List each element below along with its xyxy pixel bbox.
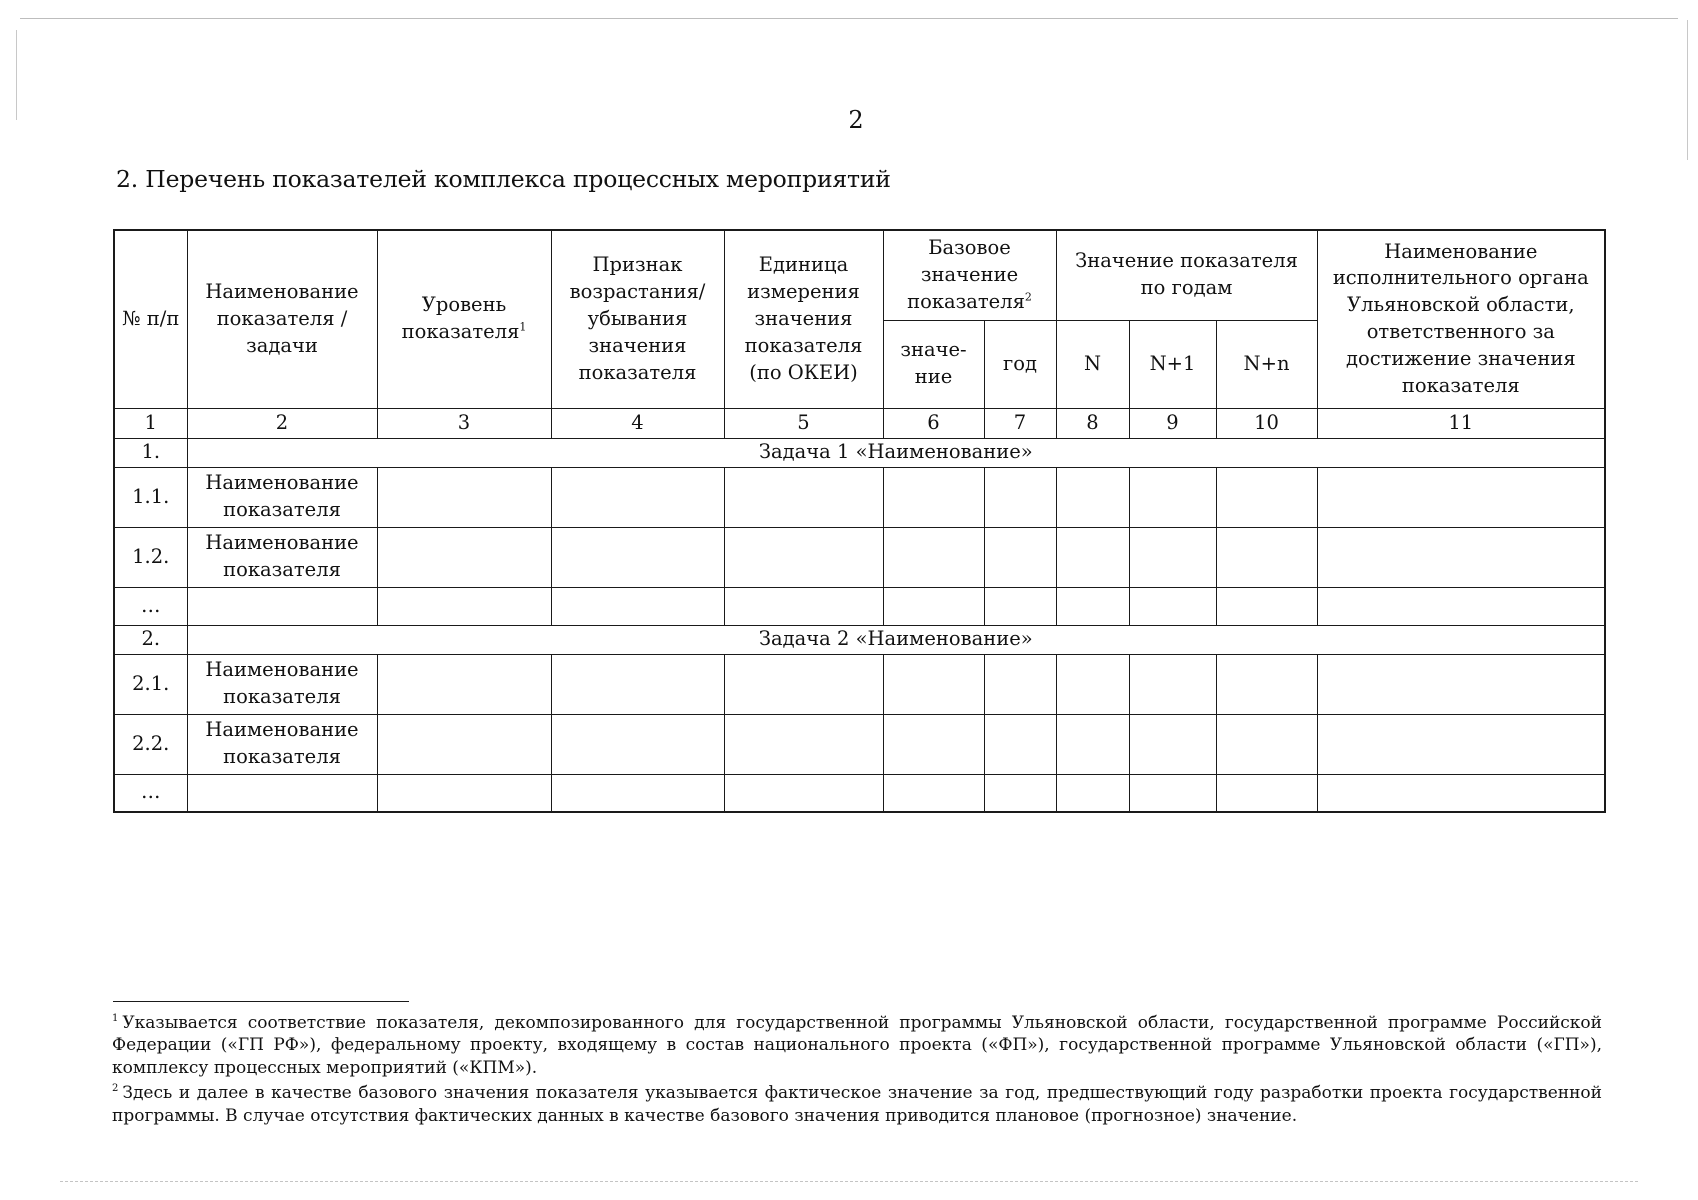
footnote-1 [112,1012,1602,1079]
column-number: 10 [1216,408,1317,438]
indicators-table [113,229,1606,813]
empty-cell [724,654,883,714]
empty-cell [187,587,377,625]
empty-cell [1056,527,1129,587]
header-base-year: год [984,320,1056,408]
empty-cell [1056,467,1129,527]
empty-cell [984,774,1056,812]
empty-cell [1317,714,1605,774]
footnote-text: Указывается соответствие показателя, декомпозированного для государственной программы Ульяновской области, государственной программе Российской Федерации («ГП РФ»), федеральному проекту, входящему в состав национального проекта («ФП»), государственной программе Ульяновской области («ГП»), комплексу процессных мероприятий («КПМ»). [112,1013,1602,1078]
task-num: 2. [114,625,187,654]
empty-cell [1129,467,1216,527]
empty-cell [724,527,883,587]
footnote-mark: 2 [112,1083,119,1095]
empty-cell [1216,467,1317,527]
row-num: 2.1. [114,654,187,714]
row-num: 1.1. [114,467,187,527]
row-num: 2.2. [114,714,187,774]
header-level [377,230,551,408]
empty-cell [1216,654,1317,714]
empty-cell [724,467,883,527]
empty-cell [984,587,1056,625]
header-year-n1: N+1 [1129,320,1216,408]
table-row-more [114,587,1605,625]
empty-cell [551,587,724,625]
scan-edge-bottom [60,1181,1638,1182]
column-number: 11 [1317,408,1605,438]
header-row [114,230,1605,320]
empty-cell [1317,587,1605,625]
empty-cell [984,654,1056,714]
empty-cell [883,714,984,774]
scan-edge-top [20,18,1678,19]
empty-cell [377,467,551,527]
empty-cell [883,467,984,527]
empty-cell [551,527,724,587]
empty-cell [1129,587,1216,625]
indicator-name: Наименование показателя [187,467,377,527]
empty-cell [1056,587,1129,625]
column-number: 4 [551,408,724,438]
header-responsible: Наименование исполнительного органа Ульяновской области, ответственного за достижение значения показателя [1317,230,1605,408]
header-num: № п/п [114,230,187,408]
indicator-name: Наименование показателя [187,527,377,587]
column-number: 5 [724,408,883,438]
header-base [883,230,1056,320]
empty-cell [377,654,551,714]
empty-cell [551,467,724,527]
task-title: Задача 2 «Наименование» [187,625,1605,654]
task-num: 1. [114,438,187,467]
header-level-text: Уровень показателя [401,293,520,344]
empty-cell [377,587,551,625]
empty-cell [1056,654,1129,714]
empty-cell [883,654,984,714]
column-number: 3 [377,408,551,438]
header-year-n: N [1056,320,1129,408]
empty-cell [724,714,883,774]
empty-cell [1129,714,1216,774]
column-number: 6 [883,408,984,438]
footnote-text: Здесь и далее в качестве базового значения показателя указывается фактическое значение за год, предшествующий году разработки проекта государственной программы. В случае отсутствия фактических данных в качестве базового значения приводится плановое (прогнозное) значение. [112,1083,1602,1126]
empty-cell [377,714,551,774]
empty-cell [1056,774,1129,812]
column-number: 8 [1056,408,1129,438]
empty-cell [883,774,984,812]
indicator-name: Наименование показателя [187,714,377,774]
header-year-nn: N+n [1216,320,1317,408]
column-number: 9 [1129,408,1216,438]
scan-edge-right [1687,20,1688,160]
task-row-1 [114,438,1605,467]
empty-cell [187,774,377,812]
header-unit: Единица измерения значения показателя (по ОКЕИ) [724,230,883,408]
empty-cell [1129,774,1216,812]
empty-cell [551,714,724,774]
empty-cell [1317,654,1605,714]
empty-cell [377,527,551,587]
table-row [114,467,1605,527]
empty-cell [551,774,724,812]
empty-cell [1216,527,1317,587]
task-title: Задача 1 «Наименование» [187,438,1605,467]
empty-cell [551,654,724,714]
table-row-more [114,774,1605,812]
ellipsis-cell: … [114,587,187,625]
page-number: 2 [848,106,864,134]
column-number: 2 [187,408,377,438]
footnote-rule [113,1001,409,1002]
column-number: 1 [114,408,187,438]
table-row [114,714,1605,774]
empty-cell [1129,654,1216,714]
empty-cell [883,587,984,625]
empty-cell [724,774,883,812]
empty-cell [1317,774,1605,812]
table-row [114,654,1605,714]
indicator-name: Наименование показателя [187,654,377,714]
row-num: 1.2. [114,527,187,587]
table-row [114,527,1605,587]
empty-cell [883,527,984,587]
section-title: 2. Перечень показателей комплекса процессных мероприятий [116,165,891,193]
header-trend: Признак возрастания/ убывания значения показателя [551,230,724,408]
empty-cell [1216,774,1317,812]
empty-cell [1216,587,1317,625]
header-base-footnote: 2 [1024,290,1032,304]
empty-cell [1216,714,1317,774]
empty-cell [377,774,551,812]
ellipsis-cell: … [114,774,187,812]
header-level-footnote: 1 [519,320,527,334]
header-base-text: Базовое значение показателя [907,235,1025,313]
header-by-years: Значение показателя по годам [1056,230,1317,320]
empty-cell [984,527,1056,587]
empty-cell [1317,527,1605,587]
task-row-2 [114,625,1605,654]
empty-cell [1129,527,1216,587]
column-number: 7 [984,408,1056,438]
footnote-mark: 1 [112,1013,119,1024]
empty-cell [984,467,1056,527]
column-numbers-row [114,408,1605,438]
header-name: Наименование показателя / задачи [187,230,377,408]
footnote-2 [112,1082,1602,1127]
footnotes [112,1012,1602,1130]
empty-cell [1056,714,1129,774]
empty-cell [1317,467,1605,527]
empty-cell [984,714,1056,774]
empty-cell [724,587,883,625]
header-base-value: значе-ние [883,320,984,408]
